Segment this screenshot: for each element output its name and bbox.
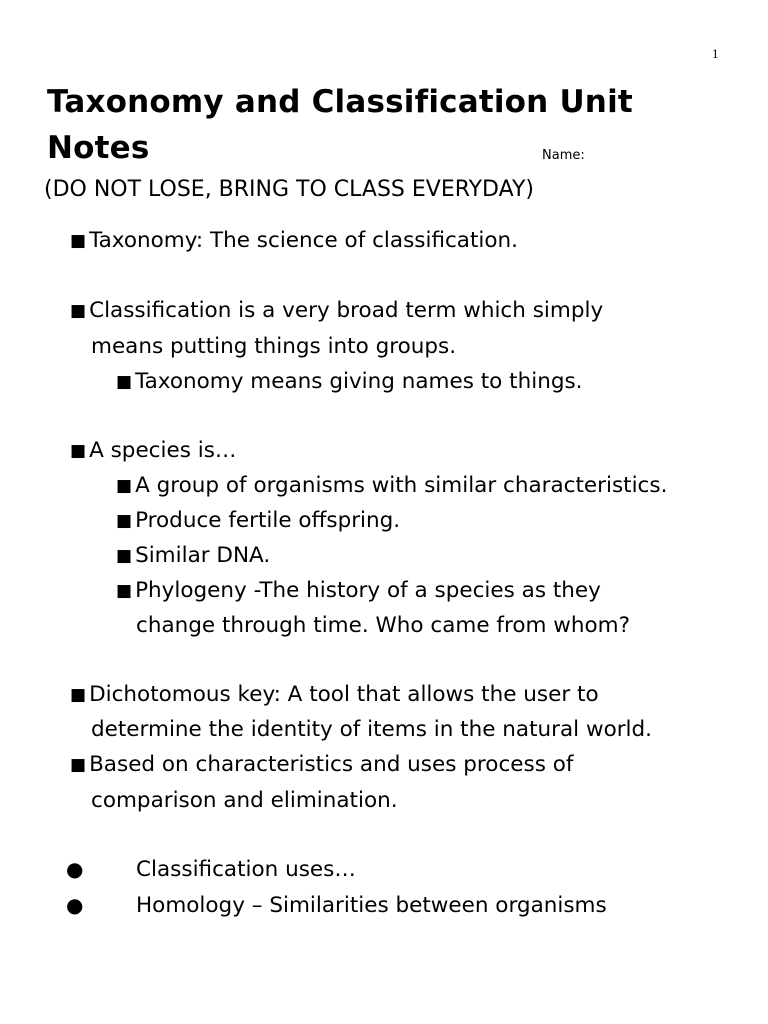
list-item-homology: Homology – Similarities between organisms: [136, 893, 607, 918]
square-bullet-icon: ■: [70, 301, 87, 321]
list-item-text: Taxonomy means giving names to things.: [135, 369, 583, 394]
square-bullet-icon: ■: [116, 372, 133, 392]
round-bullet-icon: ●: [66, 893, 84, 917]
list-item-text: Similar DNA.: [135, 543, 271, 568]
list-item-species-fertile: [116, 508, 400, 534]
square-bullet-icon: ■: [116, 511, 133, 531]
list-item-phylogeny: [116, 578, 601, 604]
list-item-dichotomous-key: [70, 682, 599, 708]
list-item-species-dna: [116, 543, 270, 569]
square-bullet-icon: ■: [70, 441, 87, 461]
round-bullet-icon: ●: [66, 857, 84, 881]
square-bullet-icon: ■: [116, 581, 133, 601]
list-item-taxonomy-names: [116, 369, 583, 395]
square-bullet-icon: ■: [116, 546, 133, 566]
square-bullet-icon: ■: [70, 755, 87, 775]
square-bullet-icon: ■: [70, 685, 87, 705]
list-item-text: Based on characteristics and uses process of: [89, 752, 574, 777]
list-item-text: Classification is a very broad term which simply: [89, 298, 604, 323]
list-item-classification: [70, 298, 603, 324]
list-item-text: Produce fertile offspring.: [135, 508, 401, 533]
name-label: Name:: [542, 148, 585, 163]
list-item-text: Dichotomous key: A tool that allows the user to: [89, 682, 599, 707]
list-item-text: A group of organisms with similar characteristics.: [135, 473, 668, 498]
list-item-text: A species is…: [89, 438, 237, 463]
list-item-continuation: means putting things into groups.: [91, 334, 457, 359]
page-number: 1: [712, 46, 719, 61]
subtitle: (DO NOT LOSE, BRING TO CLASS EVERYDAY): [44, 177, 534, 202]
list-item-continuation: comparison and elimination.: [91, 788, 398, 813]
list-item-species: [70, 438, 236, 464]
square-bullet-icon: ■: [70, 231, 87, 251]
list-item-classification-uses: Classification uses…: [136, 857, 356, 882]
square-bullet-icon: ■: [116, 476, 133, 496]
page-title-line-1: Taxonomy and Classification Unit: [47, 84, 633, 120]
page-title-line-2: Notes: [47, 130, 150, 166]
list-item-text: Phylogeny -The history of a species as they: [135, 578, 601, 603]
list-item-species-group: [116, 473, 667, 499]
list-item-taxonomy-definition: [70, 228, 518, 254]
list-item-based-on: [70, 752, 573, 778]
list-item-text: Taxonomy: The science of classification.: [89, 228, 519, 253]
list-item-continuation: determine the identity of items in the natural world.: [91, 717, 653, 742]
list-item-continuation: change through time. Who came from whom?: [136, 613, 630, 638]
